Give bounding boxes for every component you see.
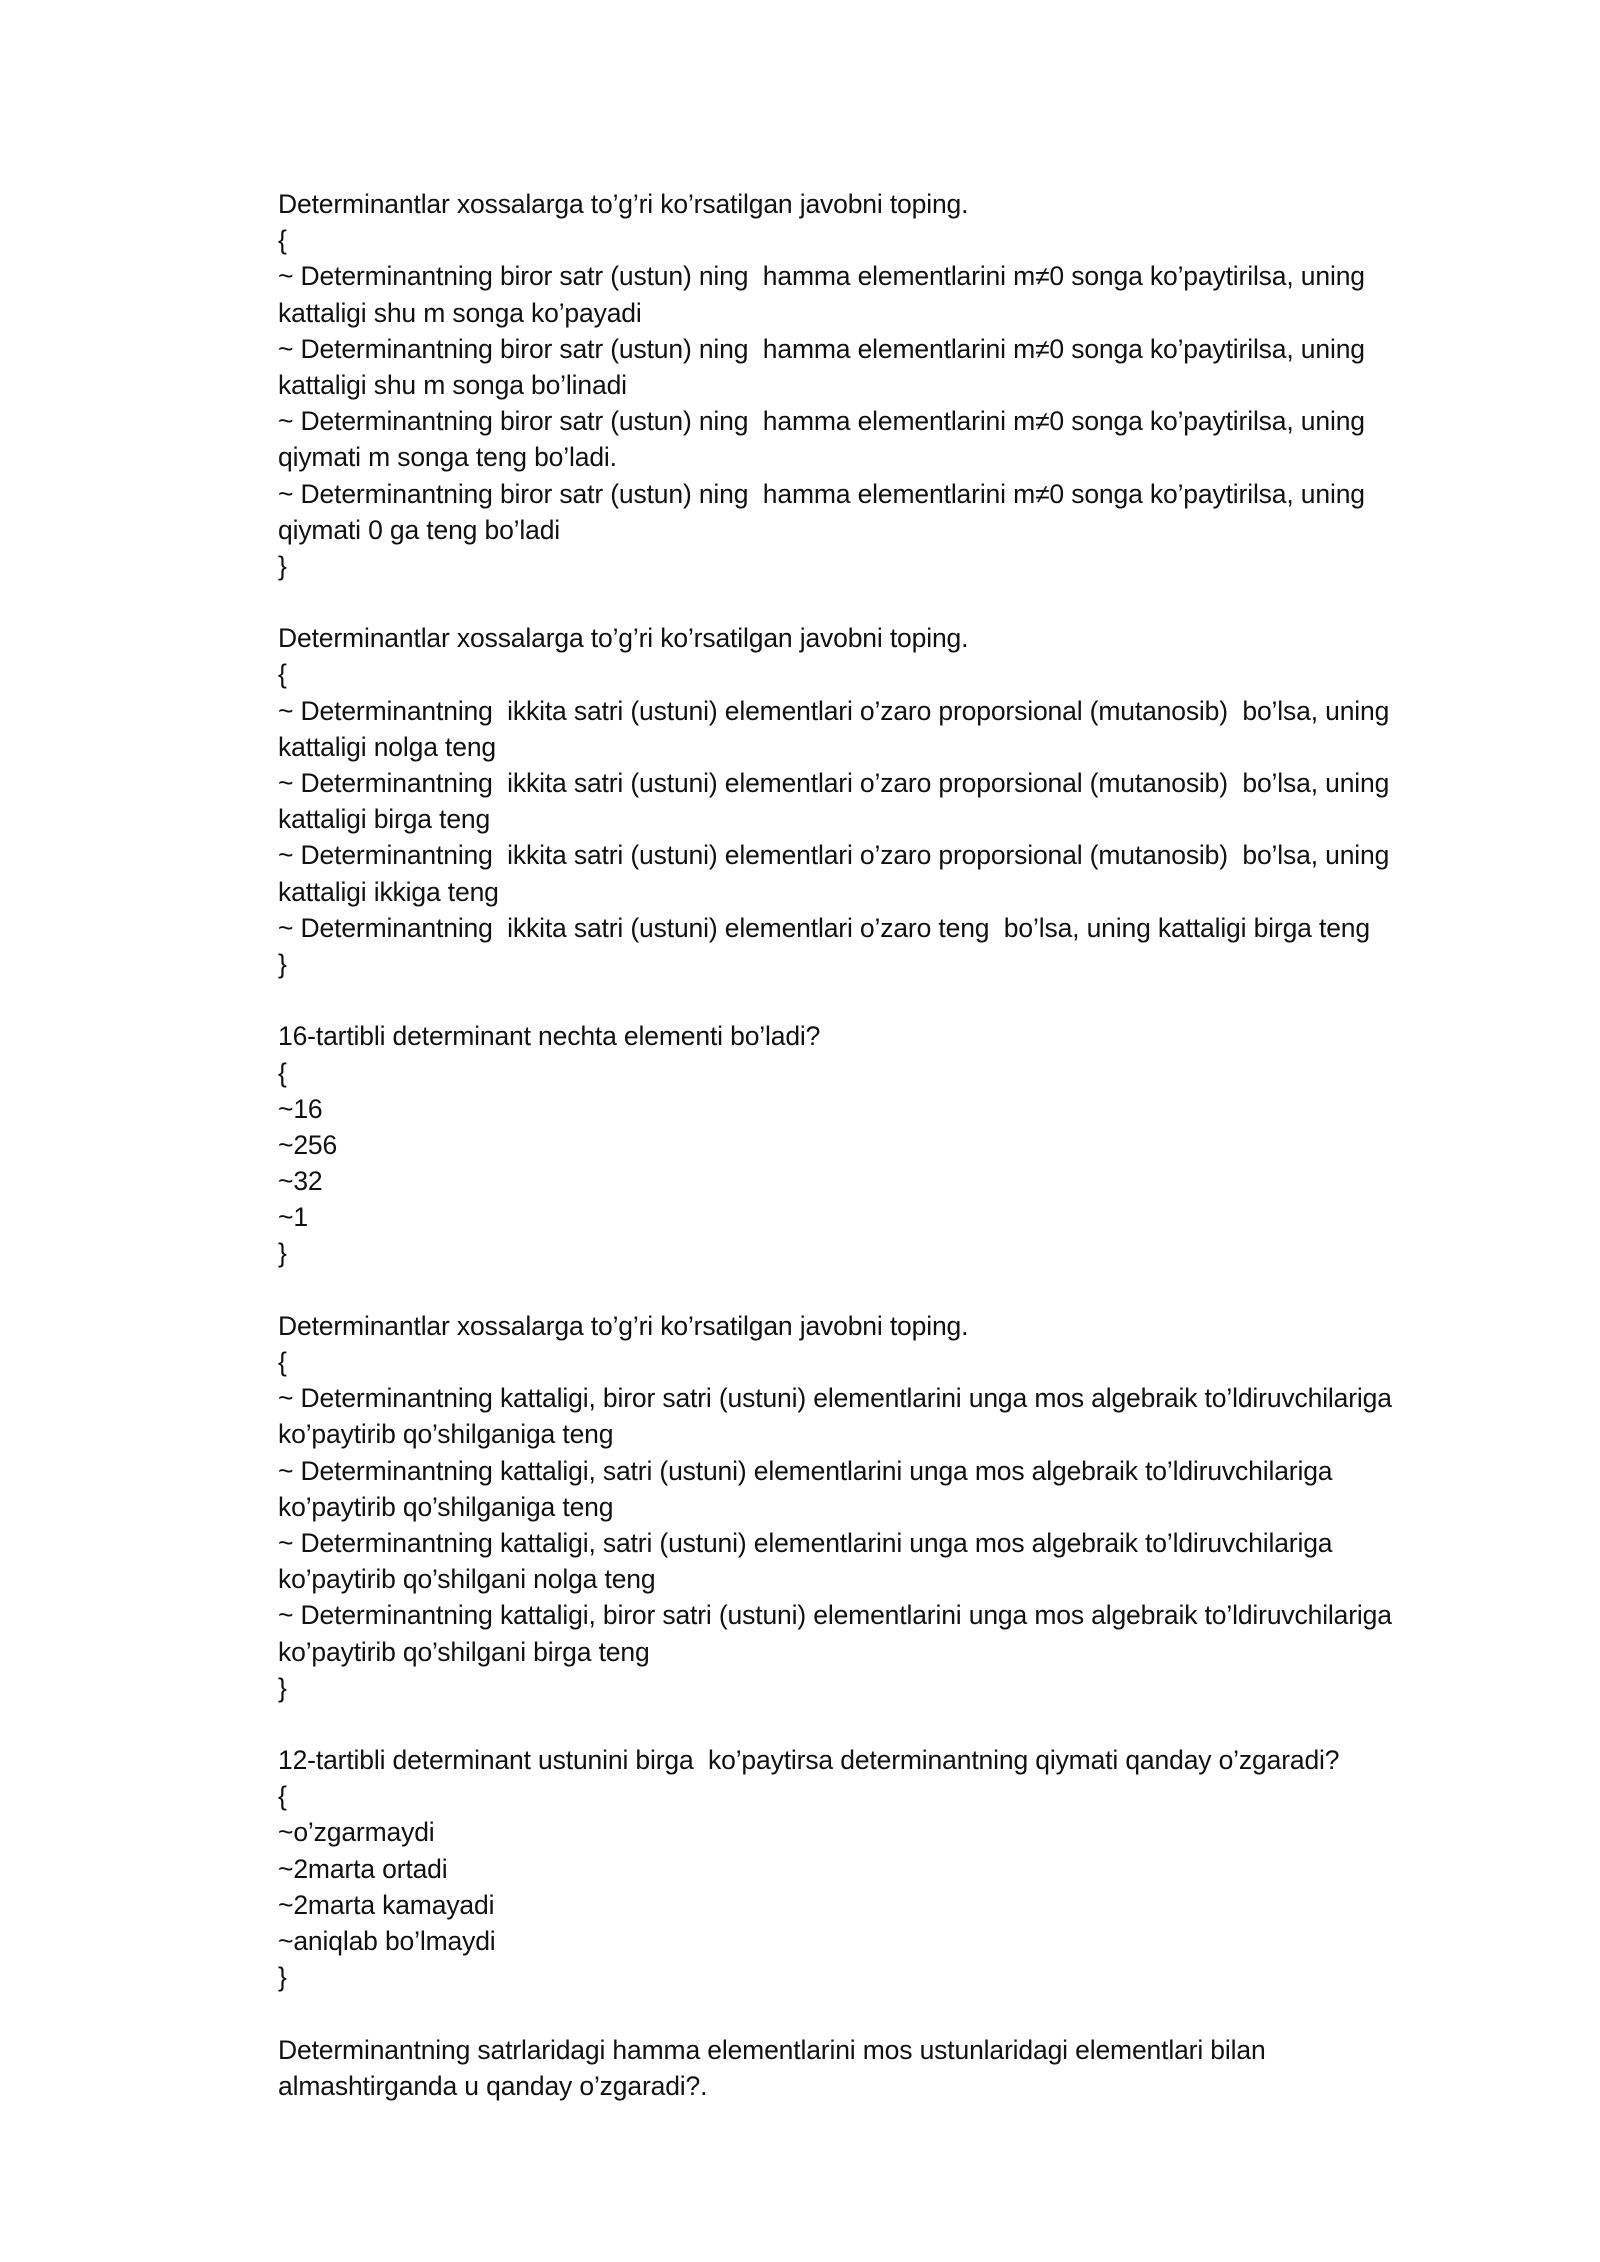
close-brace: }	[278, 1672, 287, 1703]
answer-option: ko’paytirib qo’shilgani nolga teng	[278, 1564, 656, 1595]
answer-option: kattaligi shu m songa bo’linadi	[278, 369, 627, 400]
answer-option: ~ Determinantning ikkita satri (ustuni) elementlari o’zaro proporsional (mutanosib) bo’lsa, uning	[278, 768, 1390, 798]
answer-option: kattaligi birga teng	[278, 804, 491, 835]
answer-option: ~1	[278, 1202, 308, 1233]
answer-option: ~ Determinantning kattaligi, biror satri (ustuni) elementlarini unga mos algebraik to’ldiruvchilariga	[278, 1600, 1392, 1631]
answer-option: ~ Determinantning biror satr (ustun) ning hamma elementlarini m≠0 songa ko’paytirilsa, uning	[278, 406, 1365, 437]
answer-option: ~ Determinantning kattaligi, satri (ustuni) elementlarini unga mos algebraik to’ldiruvchilariga	[278, 1455, 1333, 1486]
answer-option: ~ Determinantning kattaligi, satri (ustuni) elementlarini unga mos algebraik to’ldiruvchilariga	[278, 1527, 1333, 1558]
document-page	[278, 186, 1478, 2104]
blank-line	[278, 584, 1478, 620]
open-brace: {	[278, 1057, 287, 1088]
answer-option: kattaligi nolga teng	[278, 731, 496, 762]
answer-option: ko’paytirib qo’shilganiga teng	[278, 1491, 614, 1522]
open-brace: {	[278, 659, 287, 690]
answer-option: kattaligi shu m songa ko’payadi	[278, 297, 642, 328]
answer-option: qiymati 0 ga teng bo’ladi	[278, 514, 561, 545]
question-text: almashtirganda u qanday o’zgaradi?.	[278, 2070, 708, 2101]
open-brace: {	[278, 1347, 287, 1377]
blank-line	[278, 982, 1478, 1018]
blank-line	[278, 1706, 1478, 1742]
answer-option: ~2marta ortadi	[278, 1853, 448, 1884]
answer-option: ~32	[278, 1166, 323, 1197]
question-text: Determinantlar xossalarga to’g’ri ko’rsatilgan javobni toping.	[278, 189, 969, 219]
answer-option: ~ Determinantning ikkita satri (ustuni) elementlari o’zaro proporsional (mutanosib) bo’lsa, uning	[278, 695, 1390, 726]
question-text: Determinantlar xossalarga to’g’ri ko’rsatilgan javobni toping.	[278, 623, 969, 654]
answer-option: kattaligi ikkiga teng	[278, 876, 499, 907]
answer-option: ~ Determinantning ikkita satri (ustuni) elementlari o’zaro teng bo’lsa, uning kattaligi birga teng	[278, 912, 1370, 943]
answer-option: qiymati m songa teng bo’ladi.	[278, 442, 617, 473]
close-brace: }	[278, 550, 287, 581]
answer-option: ~aniqlab bo’lmaydi	[278, 1926, 496, 1956]
answer-option: ko’paytirib qo’shilgani birga teng	[278, 1636, 650, 1667]
answer-option: ~o’zgarmaydi	[278, 1817, 435, 1848]
answer-option: ~256	[278, 1129, 338, 1160]
question-text: Determinantning satrlaridagi hamma elementlarini mos ustunlaridagi elementlari bilan	[278, 2034, 1266, 2065]
blank-line	[278, 1995, 1478, 2031]
close-brace: }	[278, 1962, 287, 1993]
answer-option: ~ Determinantning kattaligi, biror satri (ustuni) elementlarini unga mos algebraik to’ldiruvchilariga	[278, 1383, 1392, 1414]
answer-option: ~ Determinantning biror satr (ustun) ning hamma elementlarini m≠0 songa ko’paytirilsa, uning	[278, 333, 1365, 364]
answer-option: ko’paytirib qo’shilganiga teng	[278, 1419, 614, 1450]
answer-option: ~16	[278, 1093, 323, 1124]
question-text: 12-tartibli determinant ustunini birga ko’paytirsa determinantning qiymati qanday o’zgaradi?	[278, 1745, 1340, 1776]
question-text: Determinantlar xossalarga to’g’ri ko’rsatilgan javobni toping.	[278, 1310, 969, 1341]
answer-option: ~ Determinantning ikkita satri (ustuni) elementlari o’zaro proporsional (mutanosib) bo’lsa, uning	[278, 840, 1390, 871]
open-brace: {	[278, 225, 287, 256]
close-brace: }	[278, 1238, 287, 1269]
close-brace: }	[278, 948, 287, 979]
answer-option: ~ Determinantning biror satr (ustun) ning hamma elementlarini m≠0 songa ko’paytirilsa, uning	[278, 478, 1365, 509]
question-text: 16-tartibli determinant nechta elementi bo’ladi?	[278, 1021, 821, 1052]
answer-option: ~ Determinantning biror satr (ustun) ning hamma elementlarini m≠0 songa ko’paytirilsa, uning	[278, 261, 1365, 292]
blank-line	[278, 1272, 1478, 1308]
answer-option: ~2marta kamayadi	[278, 1889, 495, 1920]
open-brace: {	[278, 1781, 287, 1812]
